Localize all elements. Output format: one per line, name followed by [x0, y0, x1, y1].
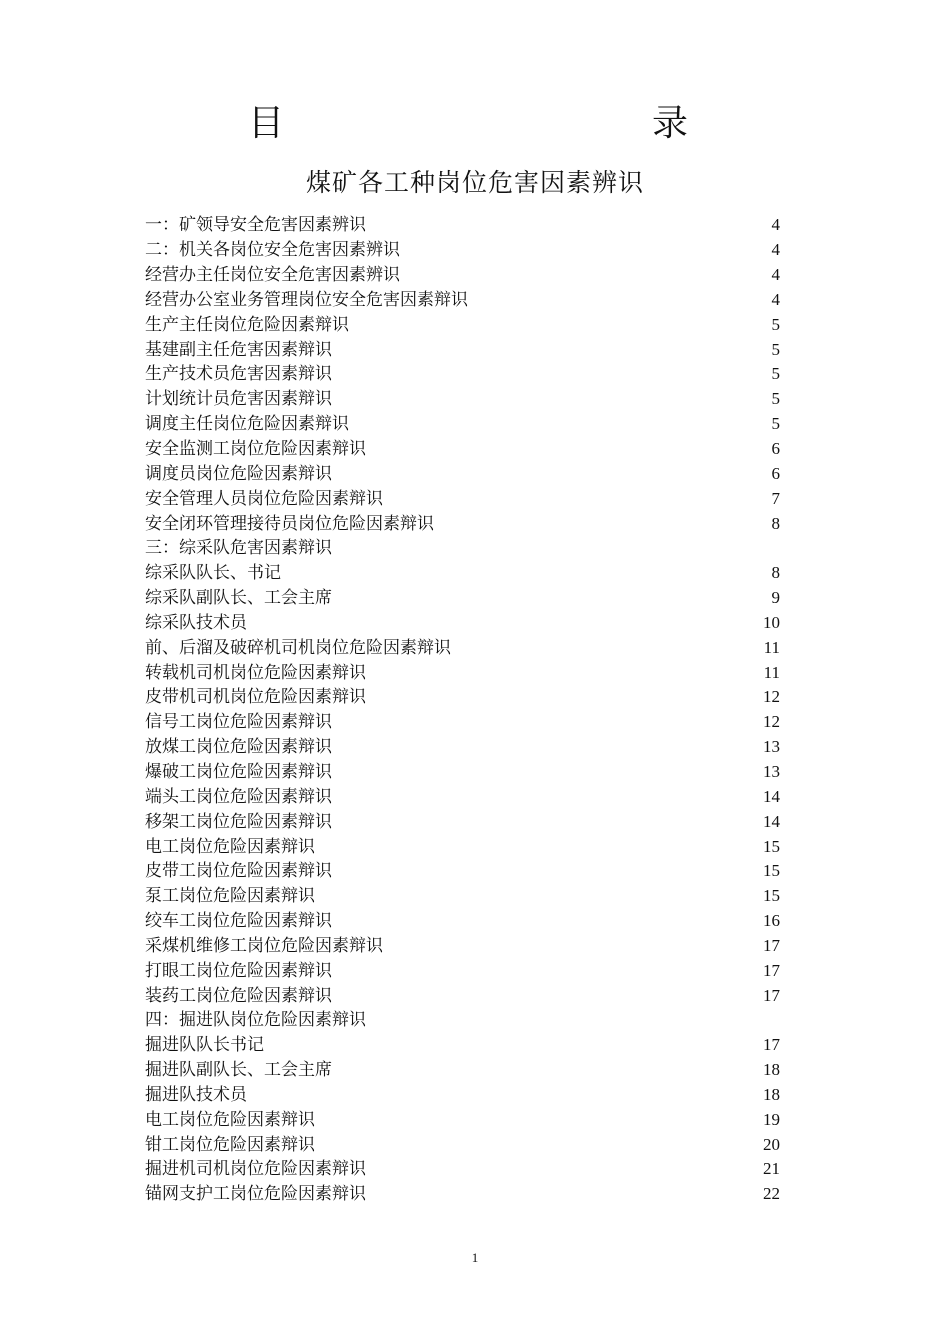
toc-entry-page: 18 — [763, 1084, 780, 1104]
toc-entry-title: 二：机关各岗位安全危害因素辨识 — [145, 240, 400, 261]
toc-entry[interactable] — [145, 958, 780, 983]
toc-entry[interactable] — [145, 635, 780, 660]
toc-entry-page: 15 — [763, 886, 780, 906]
toc-entry[interactable] — [145, 486, 780, 511]
toc-entry-title: 一：矿领导安全危害因素辨识 — [145, 215, 366, 236]
toc-entry-title: 调度员岗位危险因素辩识 — [145, 463, 332, 484]
toc-entry-page: 21 — [763, 1159, 780, 1179]
toc-entry-page: 7 — [771, 488, 780, 508]
toc-entry-title: 生产技术员危害因素辩识 — [145, 364, 332, 385]
toc-entry-page: 11 — [763, 662, 780, 682]
toc-entry-page: 22 — [763, 1184, 780, 1204]
toc-entry[interactable] — [145, 213, 780, 238]
toc-entry[interactable] — [145, 909, 780, 934]
toc-entry-title: 安全闭环管理接待员岗位危险因素辩识 — [145, 513, 434, 534]
toc-entry-page: 5 — [771, 389, 780, 409]
toc-entry-title: 安全监测工岗位危险因素辩识 — [145, 439, 366, 460]
toc-entry-page: 15 — [763, 836, 780, 856]
toc-entry[interactable] — [145, 809, 780, 834]
toc-entry-title: 端头工岗位危险因素辩识 — [145, 786, 332, 807]
toc-entry-title: 电工岗位危险因素辩识 — [145, 836, 315, 857]
toc-entry[interactable] — [145, 1132, 780, 1157]
table-of-contents — [145, 213, 780, 1207]
toc-entry-page: 14 — [763, 786, 780, 806]
toc-entry-title: 移架工岗位危险因素辩识 — [145, 811, 332, 832]
toc-entry-title: 前、后溜及破碎机司机岗位危险因素辩识 — [145, 637, 451, 658]
toc-entry-page: 16 — [763, 911, 780, 931]
page-number: 1 — [471, 1250, 479, 1265]
toc-entry-title: 掘进队副队长、工会主席 — [145, 1060, 332, 1081]
toc-entry[interactable] — [145, 1083, 780, 1108]
toc-entry-title: 经营办主任岗位安全危害因素辨识 — [145, 265, 400, 286]
toc-entry[interactable] — [145, 238, 780, 263]
toc-entry[interactable] — [145, 859, 780, 884]
toc-entry[interactable] — [145, 1058, 780, 1083]
toc-entry-page: 8 — [771, 563, 780, 583]
toc-entry-title: 掘进队队长书记 — [145, 1035, 264, 1056]
toc-entry-page: 13 — [763, 737, 780, 757]
toc-entry-title: 信号工岗位危险因素辩识 — [145, 712, 332, 733]
toc-entry-title: 综采队副队长、工会主席 — [145, 588, 332, 609]
toc-entry-title: 绞车工岗位危险因素辩识 — [145, 911, 332, 932]
toc-entry-title: 计划统计员危害因素辩识 — [145, 389, 332, 410]
toc-heading-right: 录 — [652, 103, 689, 144]
toc-entry-page: 11 — [763, 637, 780, 657]
toc-entry-title: 钳工岗位危险因素辩识 — [145, 1134, 315, 1155]
toc-entry-page: 6 — [771, 439, 780, 459]
toc-entry-page: 14 — [763, 811, 780, 831]
toc-entry-page: 6 — [771, 463, 780, 483]
toc-entry-title: 装药工岗位危险因素辩识 — [145, 985, 332, 1006]
toc-entry-title: 四：掘进队岗位危险因素辩识 — [145, 1010, 366, 1031]
toc-entry-title: 打眼工岗位危险因素辩识 — [145, 960, 332, 981]
toc-entry-title: 基建副主任危害因素辩识 — [145, 339, 332, 360]
toc-entry[interactable] — [145, 1182, 780, 1207]
toc-entry-title: 生产主任岗位危险因素辩识 — [145, 314, 349, 335]
toc-entry-page: 12 — [763, 687, 780, 707]
toc-entry-page: 5 — [771, 314, 780, 334]
toc-entry[interactable] — [145, 760, 780, 785]
toc-entry-title: 掘进队技术员 — [145, 1084, 247, 1105]
toc-entry[interactable] — [145, 511, 780, 536]
toc-entry-page: 18 — [763, 1060, 780, 1080]
toc-entry[interactable] — [145, 983, 780, 1008]
toc-entry-page: 5 — [771, 339, 780, 359]
toc-entry-title: 三：综采队危害因素辩识 — [145, 538, 332, 559]
toc-entry-title: 综采队队长、书记 — [145, 563, 281, 584]
toc-entry[interactable] — [145, 312, 780, 337]
toc-entry-title: 皮带机司机岗位危险因素辩识 — [145, 687, 366, 708]
toc-entry-title: 锚网支护工岗位危险因素辩识 — [145, 1184, 366, 1205]
toc-entry[interactable] — [145, 1033, 780, 1058]
toc-entry[interactable] — [145, 884, 780, 909]
toc-entry[interactable] — [145, 933, 780, 958]
toc-entry[interactable] — [145, 685, 780, 710]
toc-entry-page: 4 — [771, 265, 780, 285]
toc-entry[interactable] — [145, 611, 780, 636]
toc-entry[interactable] — [145, 735, 780, 760]
toc-entry[interactable] — [145, 412, 780, 437]
toc-entry[interactable] — [145, 1107, 780, 1132]
toc-entry-page: 19 — [763, 1109, 780, 1129]
toc-entry-title: 皮带工岗位危险因素辩识 — [145, 861, 332, 882]
toc-entry-page: 5 — [771, 414, 780, 434]
toc-entry[interactable] — [145, 1008, 780, 1033]
toc-entry[interactable] — [145, 337, 780, 362]
toc-entry-title: 安全管理人员岗位危险因素辩识 — [145, 488, 383, 509]
toc-entry-page: 4 — [771, 215, 780, 235]
toc-entry-page: 4 — [771, 240, 780, 260]
toc-entry-page: 17 — [763, 985, 780, 1005]
toc-entry-title: 经营办公室业务管理岗位安全危害因素辩识 — [145, 289, 468, 310]
toc-entry[interactable] — [145, 387, 780, 412]
toc-entry[interactable] — [145, 536, 780, 561]
toc-entry-page: 13 — [763, 761, 780, 781]
toc-entry[interactable] — [145, 834, 780, 859]
toc-entry[interactable] — [145, 1157, 780, 1182]
toc-entry-page: 15 — [763, 861, 780, 881]
toc-entry-title: 泵工岗位危险因素辩识 — [145, 886, 315, 907]
toc-entry-page: 17 — [763, 935, 780, 955]
toc-entry[interactable] — [145, 263, 780, 288]
toc-entry-page: 5 — [771, 364, 780, 384]
document-subtitle: 煤矿各工种岗位危害因素辨识 — [305, 168, 644, 197]
toc-entry-title: 调度主任岗位危险因素辩识 — [145, 414, 349, 435]
toc-entry-title: 转载机司机岗位危险因素辩识 — [145, 662, 366, 683]
toc-entry-title: 放煤工岗位危险因素辩识 — [145, 737, 332, 758]
toc-entry[interactable] — [145, 561, 780, 586]
toc-entry-title: 综采队技术员 — [145, 612, 247, 633]
toc-entry[interactable] — [145, 586, 780, 611]
toc-entry-title: 采煤机维修工岗位危险因素辩识 — [145, 935, 383, 956]
toc-entry-title: 电工岗位危险因素辩识 — [145, 1109, 315, 1130]
toc-heading-left: 目 — [248, 103, 285, 144]
toc-entry-page: 9 — [771, 588, 780, 608]
toc-entry[interactable] — [145, 660, 780, 685]
toc-entry[interactable] — [145, 784, 780, 809]
toc-entry[interactable] — [145, 288, 780, 313]
toc-entry-page: 17 — [763, 1035, 780, 1055]
toc-entry-page: 8 — [771, 513, 780, 533]
toc-entry[interactable] — [145, 362, 780, 387]
toc-entry[interactable] — [145, 461, 780, 486]
toc-entry-page: 12 — [763, 712, 780, 732]
toc-entry-title: 掘进机司机岗位危险因素辩识 — [145, 1159, 366, 1180]
toc-entry-page: 4 — [771, 289, 780, 309]
toc-entry-page: 20 — [763, 1134, 780, 1154]
toc-entry-page: 17 — [763, 960, 780, 980]
toc-entry[interactable] — [145, 710, 780, 735]
toc-entry-page: 10 — [763, 612, 780, 632]
toc-entry-title: 爆破工岗位危险因素辩识 — [145, 761, 332, 782]
toc-entry[interactable] — [145, 437, 780, 462]
